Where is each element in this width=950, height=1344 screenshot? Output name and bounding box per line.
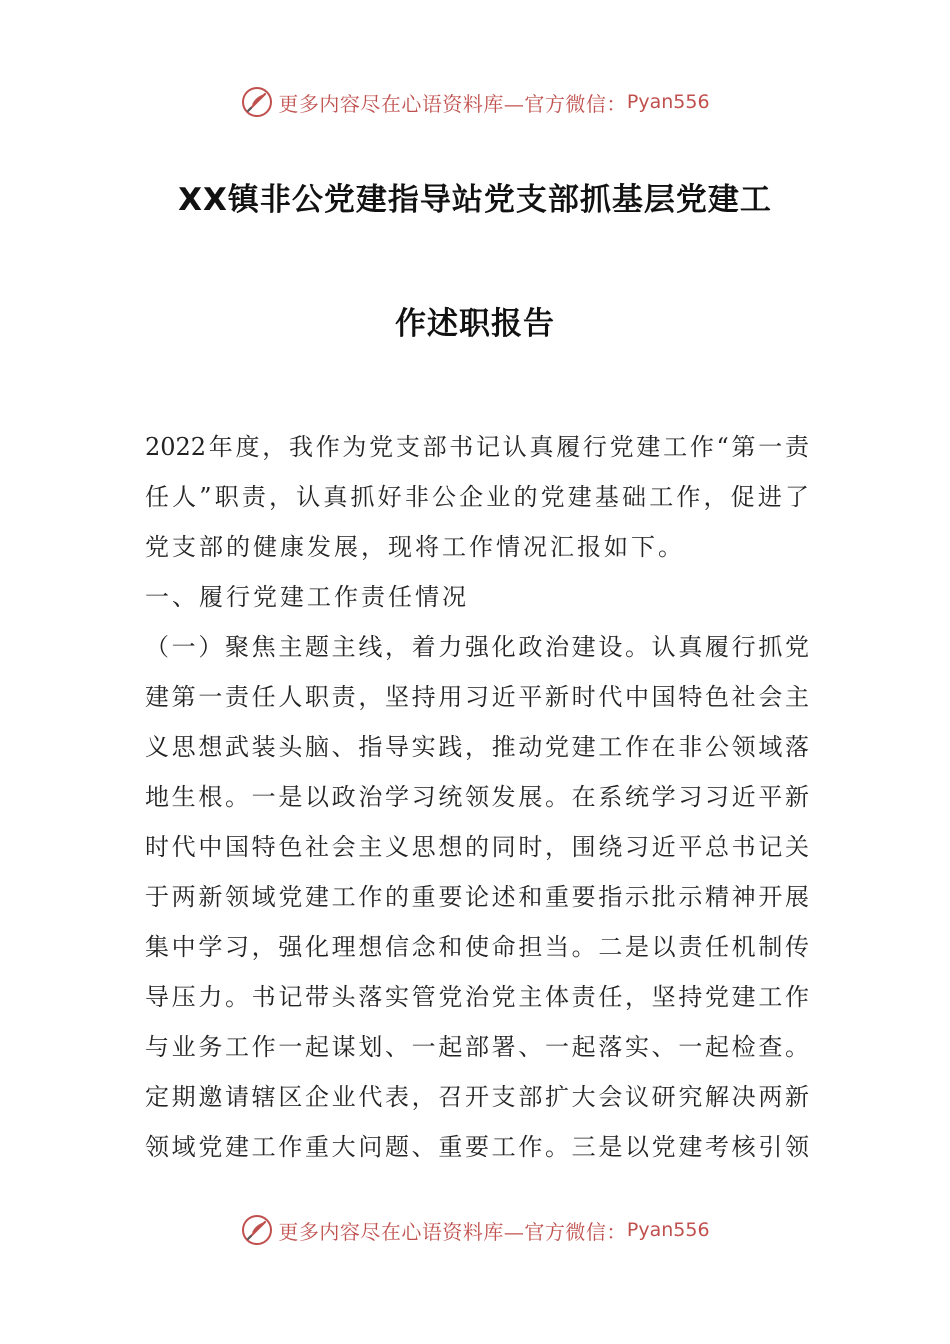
- body-line: 时代中国特色社会主义思想的同时，围绕习近平总书记关: [145, 833, 809, 861]
- watermark-header: [0, 82, 950, 122]
- body-line: （一）聚焦主题主线，着力强化政治建设。认真履行抓党: [145, 633, 809, 661]
- body-line: 建第一责任人职责，坚持用习近平新时代中国特色社会主: [145, 683, 809, 711]
- watermark-text: 更多内容尽在心语资料库—官方微信：: [278, 1219, 627, 1244]
- body-line: 2022年度，我作为党支部书记认真履行党建工作“第一责: [145, 433, 809, 461]
- watermark-footer: [0, 1210, 950, 1250]
- watermark-text: 更多内容尽在心语资料库—官方微信：: [278, 91, 627, 116]
- page-title-line-1: XX镇非公党建指导站党支部抓基层党建工: [178, 182, 772, 218]
- watermark-wechat-id: Pyan556: [626, 91, 710, 113]
- quill-logo-icon: [240, 85, 274, 119]
- body-line: 于两新领域党建工作的重要论述和重要指示批示精神开展: [145, 883, 809, 911]
- body-line: 地生根。一是以政治学习统领发展。在系统学习习近平新: [145, 783, 809, 811]
- report-body: [145, 422, 809, 1172]
- body-line: 领域党建工作重大问题、重要工作。三是以党建考核引领: [145, 1133, 809, 1161]
- body-line: 导压力。书记带头落实管党治党主体责任，坚持党建工作: [145, 983, 809, 1011]
- body-line: 定期邀请辖区企业代表，召开支部扩大会议研究解决两新: [145, 1083, 809, 1111]
- quill-logo-icon: [240, 1213, 274, 1247]
- body-line: 任人”职责，认真抓好非公企业的党建基础工作，促进了: [145, 483, 809, 511]
- body-line: 党支部的健康发展，现将工作情况汇报如下。: [145, 533, 685, 561]
- page-title-line-2: 作述职报告: [395, 306, 555, 342]
- body-line: 与业务工作一起谋划、一起部署、一起落实、一起检查。: [145, 1033, 809, 1061]
- section-heading: 一、履行党建工作责任情况: [145, 583, 469, 611]
- body-line: 集中学习，强化理想信念和使命担当。二是以责任机制传: [145, 933, 809, 961]
- watermark-wechat-id: Pyan556: [626, 1219, 710, 1241]
- body-line: 义思想武装头脑、指导实践，推动党建工作在非公领域落: [145, 733, 809, 761]
